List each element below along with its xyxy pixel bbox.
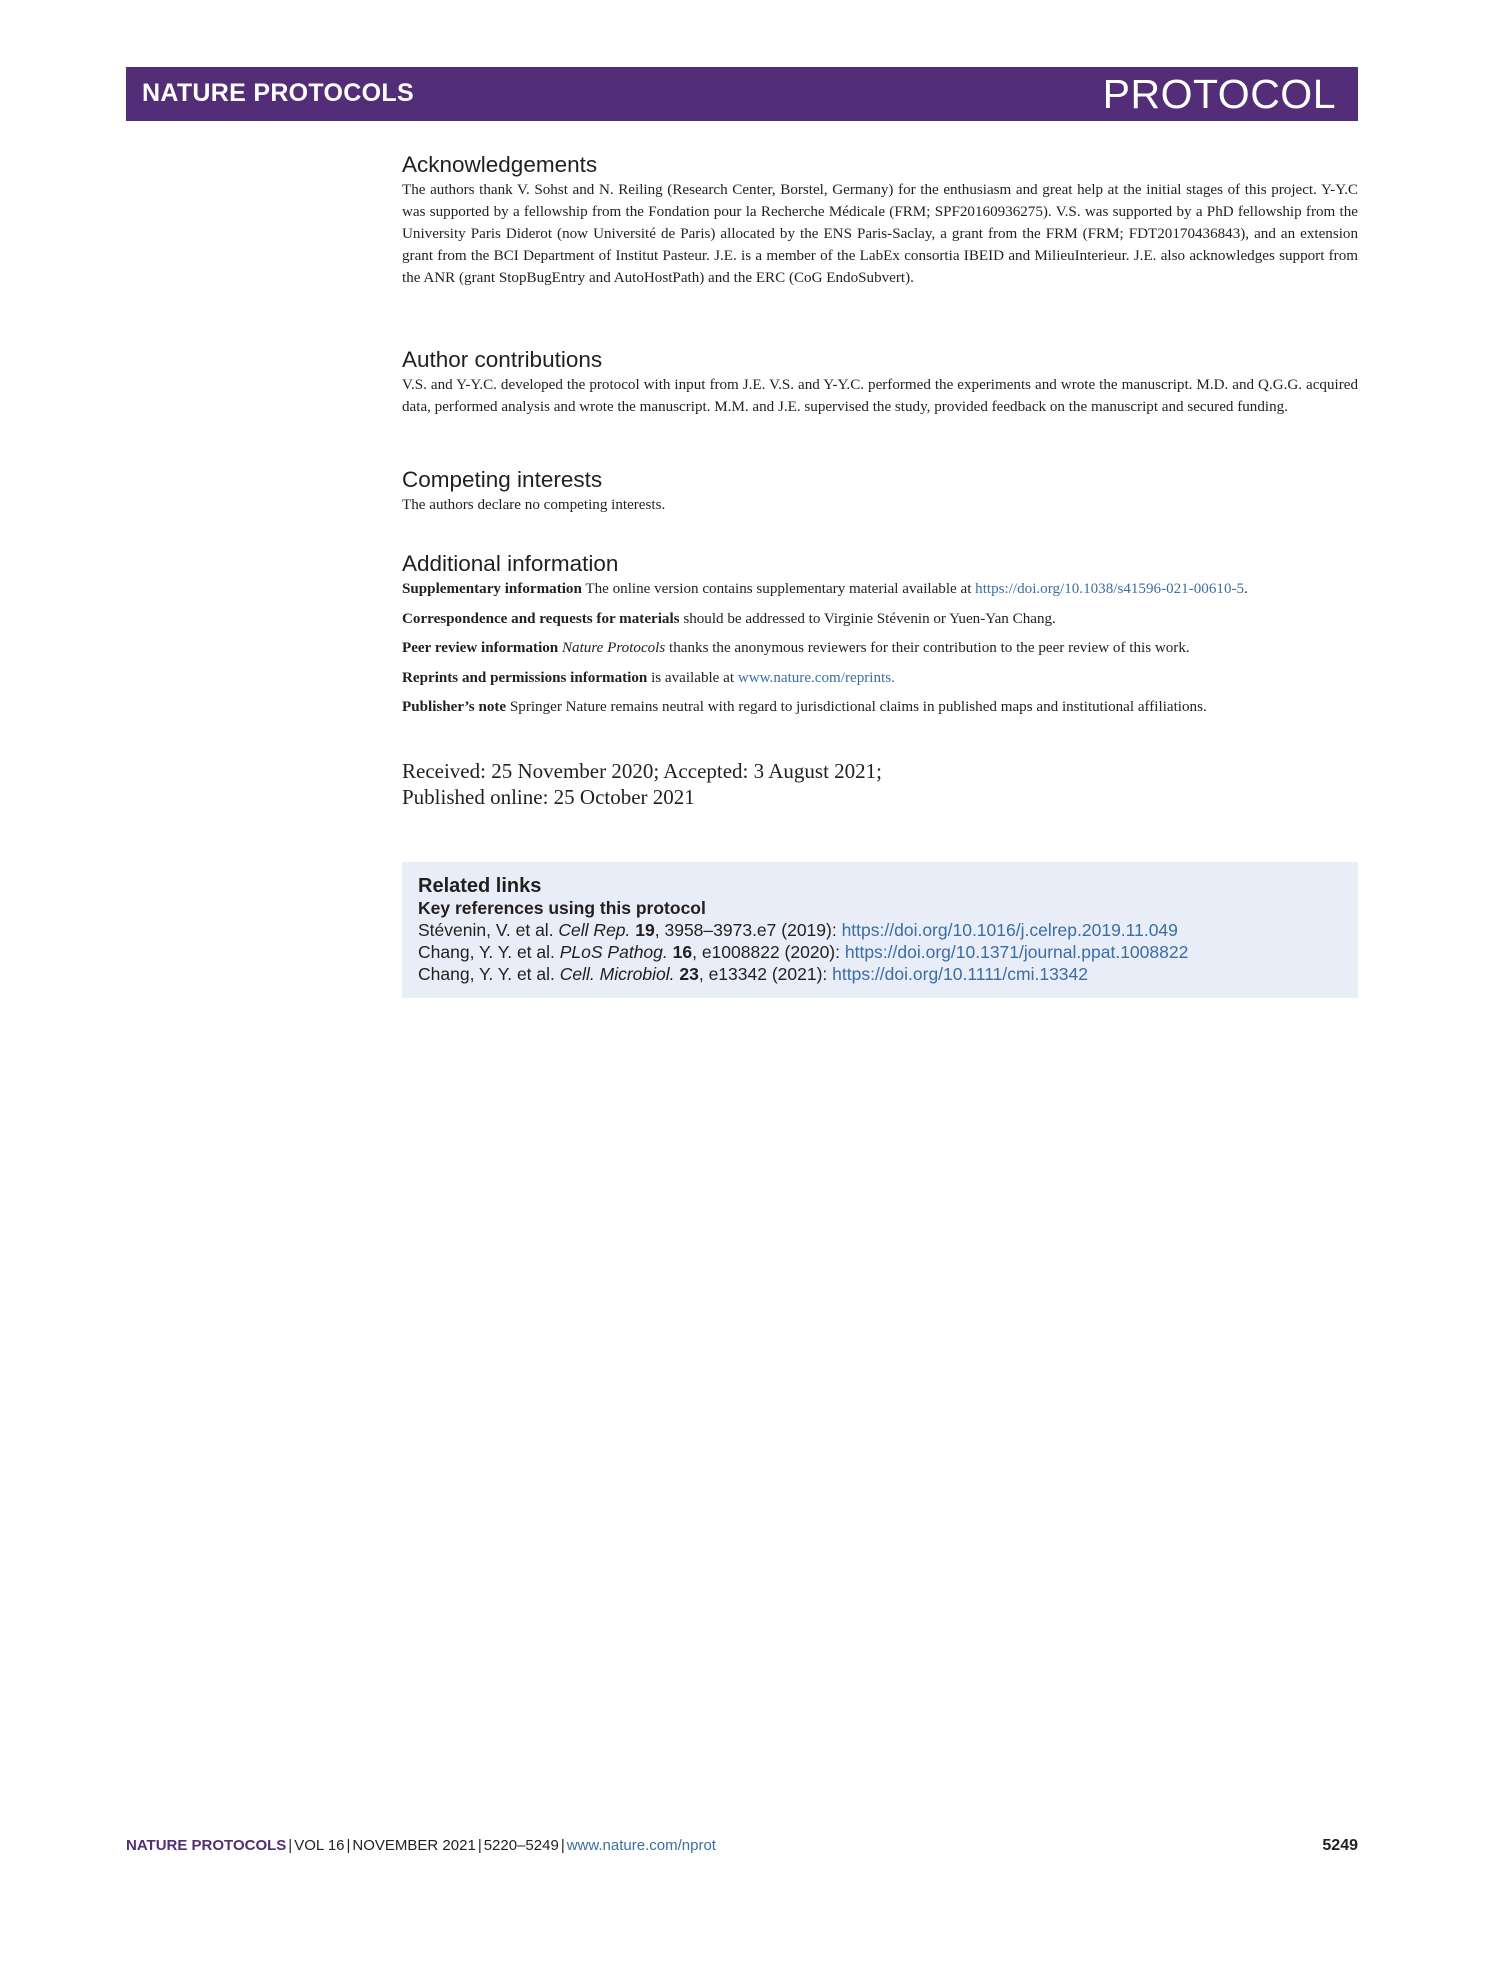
footer-date: NOVEMBER 2021 xyxy=(352,1837,476,1854)
competing-interests-text: The authors declare no competing interests. xyxy=(402,497,666,513)
page-footer: NATURE PROTOCOLS | VOL 16 | NOVEMBER 2021 | 5220–5249 | www.nature.com/nprot 5249 xyxy=(126,1837,1358,1854)
supplementary-information xyxy=(402,578,1358,600)
reprints-information xyxy=(402,667,1358,689)
reference-volume: 19 xyxy=(635,920,655,940)
correspondence-text: should be addressed to Virginie Stévenin or Yuen-Yan Chang. xyxy=(679,610,1056,627)
acknowledgements-section xyxy=(402,151,1358,289)
author-contributions-heading: Author contributions xyxy=(402,347,603,372)
supplementary-text: The online version contains supplementary material available at xyxy=(581,581,976,597)
page-number: 5249 xyxy=(1322,1837,1358,1854)
reference-authors: Chang, Y. Y. et al. xyxy=(418,964,560,984)
header-banner xyxy=(126,67,1358,121)
reference-volume: 16 xyxy=(672,942,693,962)
supplementary-link[interactable]: https://doi.org/10.1038/s41596-021-00610-5 xyxy=(975,581,1245,597)
additional-information-section xyxy=(402,550,1358,726)
correspondence-information xyxy=(402,608,1358,630)
acknowledgements-text: The authors thank V. Sohst and N. Reiling (Research Center, Borstel, Germany) for the enthusiasm and great help at the initial stages of this project. Y-Y.C was supported by a fellowship from the Fondation pour la Recherche Médicale (FRM; SPF20160936275). V.S. was supported by a PhD fellowship from the University Paris Diderot (now Université de Paris) allocated by the ENS Paris-Saclay, a grant from the FRM (FRM; FDT20170436843), and an extension grant from the BCI Department of Institut Pasteur. J.E. is a member of the LabEx consortia IBEID and MilieuInterieur. J.E. also acknowledges support from the ANR (grant StopBugEntry and AutoHostPath) and the ERC (CoG EndoSubvert). xyxy=(402,182,1358,286)
reprints-text: is available at xyxy=(647,669,738,686)
reference-details: , e13342 (2021): xyxy=(698,964,833,984)
received-accepted-dates: Received: 25 November 2020; Accepted: 3 August 2021; xyxy=(402,759,882,783)
peer-review-journal: Nature Protocols xyxy=(558,640,666,656)
correspondence-label: Correspondence and requests for materials xyxy=(402,610,680,627)
journal-name: NATURE PROTOCOLS xyxy=(142,79,414,107)
competing-interests-heading: Competing interests xyxy=(402,467,603,492)
publishers-note xyxy=(402,696,1358,718)
reference-journal: Cell. Microbiol. xyxy=(559,964,675,984)
footer-journal: NATURE PROTOCOLS xyxy=(126,1837,287,1854)
reference-item xyxy=(418,963,1348,985)
supplementary-end: . xyxy=(1244,581,1248,597)
author-contributions-section xyxy=(402,346,1358,418)
author-contributions-text: V.S. and Y-Y.C. developed the protocol with input from J.E. V.S. and Y-Y.C. performed the experiments and wrote the manuscript. M.D. and Q.G.G. acquired data, performed analysis and wrote the manuscript. M.M. and J.E. supervised the study, provided feedback on the manuscript and secured funding. xyxy=(402,377,1358,415)
related-links-subtitle: Key references using this protocol xyxy=(418,898,706,918)
reference-journal: PLoS Pathog. xyxy=(559,942,668,962)
competing-interests-section xyxy=(402,466,1358,516)
reference-authors: Chang, Y. Y. et al. xyxy=(418,942,560,962)
article-type: PROTOCOL xyxy=(1102,71,1336,117)
reference-item xyxy=(418,941,1348,963)
acknowledgements-heading: Acknowledgements xyxy=(402,152,598,177)
reprints-label: Reprints and permissions information xyxy=(402,669,648,686)
reference-details: , 3958–3973.e7 (2019): xyxy=(654,920,842,940)
related-links-title: Related links xyxy=(418,875,542,897)
peer-review-information xyxy=(402,637,1358,659)
related-links-box xyxy=(402,862,1358,998)
publishers-note-label: Publisher’s note xyxy=(402,699,507,715)
publication-dates xyxy=(402,758,1358,810)
reference-volume: 23 xyxy=(679,964,699,984)
peer-review-label: Peer review information xyxy=(402,640,559,656)
footer-url[interactable]: www.nature.com/nprot xyxy=(566,1837,716,1854)
reference-authors: Stévenin, V. et al. xyxy=(418,920,559,940)
reference-link[interactable]: https://doi.org/10.1111/cmi.13342 xyxy=(832,964,1089,984)
reprints-link[interactable]: www.nature.com/reprints. xyxy=(737,669,895,686)
reference-link[interactable]: https://doi.org/10.1371/journal.ppat.1008822 xyxy=(844,942,1189,962)
reference-journal: Cell Rep. xyxy=(558,920,631,940)
footer-pages: 5220–5249 xyxy=(483,1837,559,1854)
reference-details: , e1008822 (2020): xyxy=(692,942,845,962)
publishers-note-text: Springer Nature remains neutral with regard to jurisdictional claims in published maps and institutional affiliations. xyxy=(506,699,1207,715)
reference-link[interactable]: https://doi.org/10.1016/j.celrep.2019.11.049 xyxy=(841,920,1178,940)
published-online-date: Published online: 25 October 2021 xyxy=(402,785,695,809)
footer-volume: VOL 16 xyxy=(294,1837,345,1854)
additional-information-heading: Additional information xyxy=(402,551,619,576)
peer-review-text: thanks the anonymous reviewers for their contribution to the peer review of this work. xyxy=(665,640,1190,656)
supplementary-label: Supplementary information xyxy=(402,581,582,597)
reference-item xyxy=(418,919,1348,941)
